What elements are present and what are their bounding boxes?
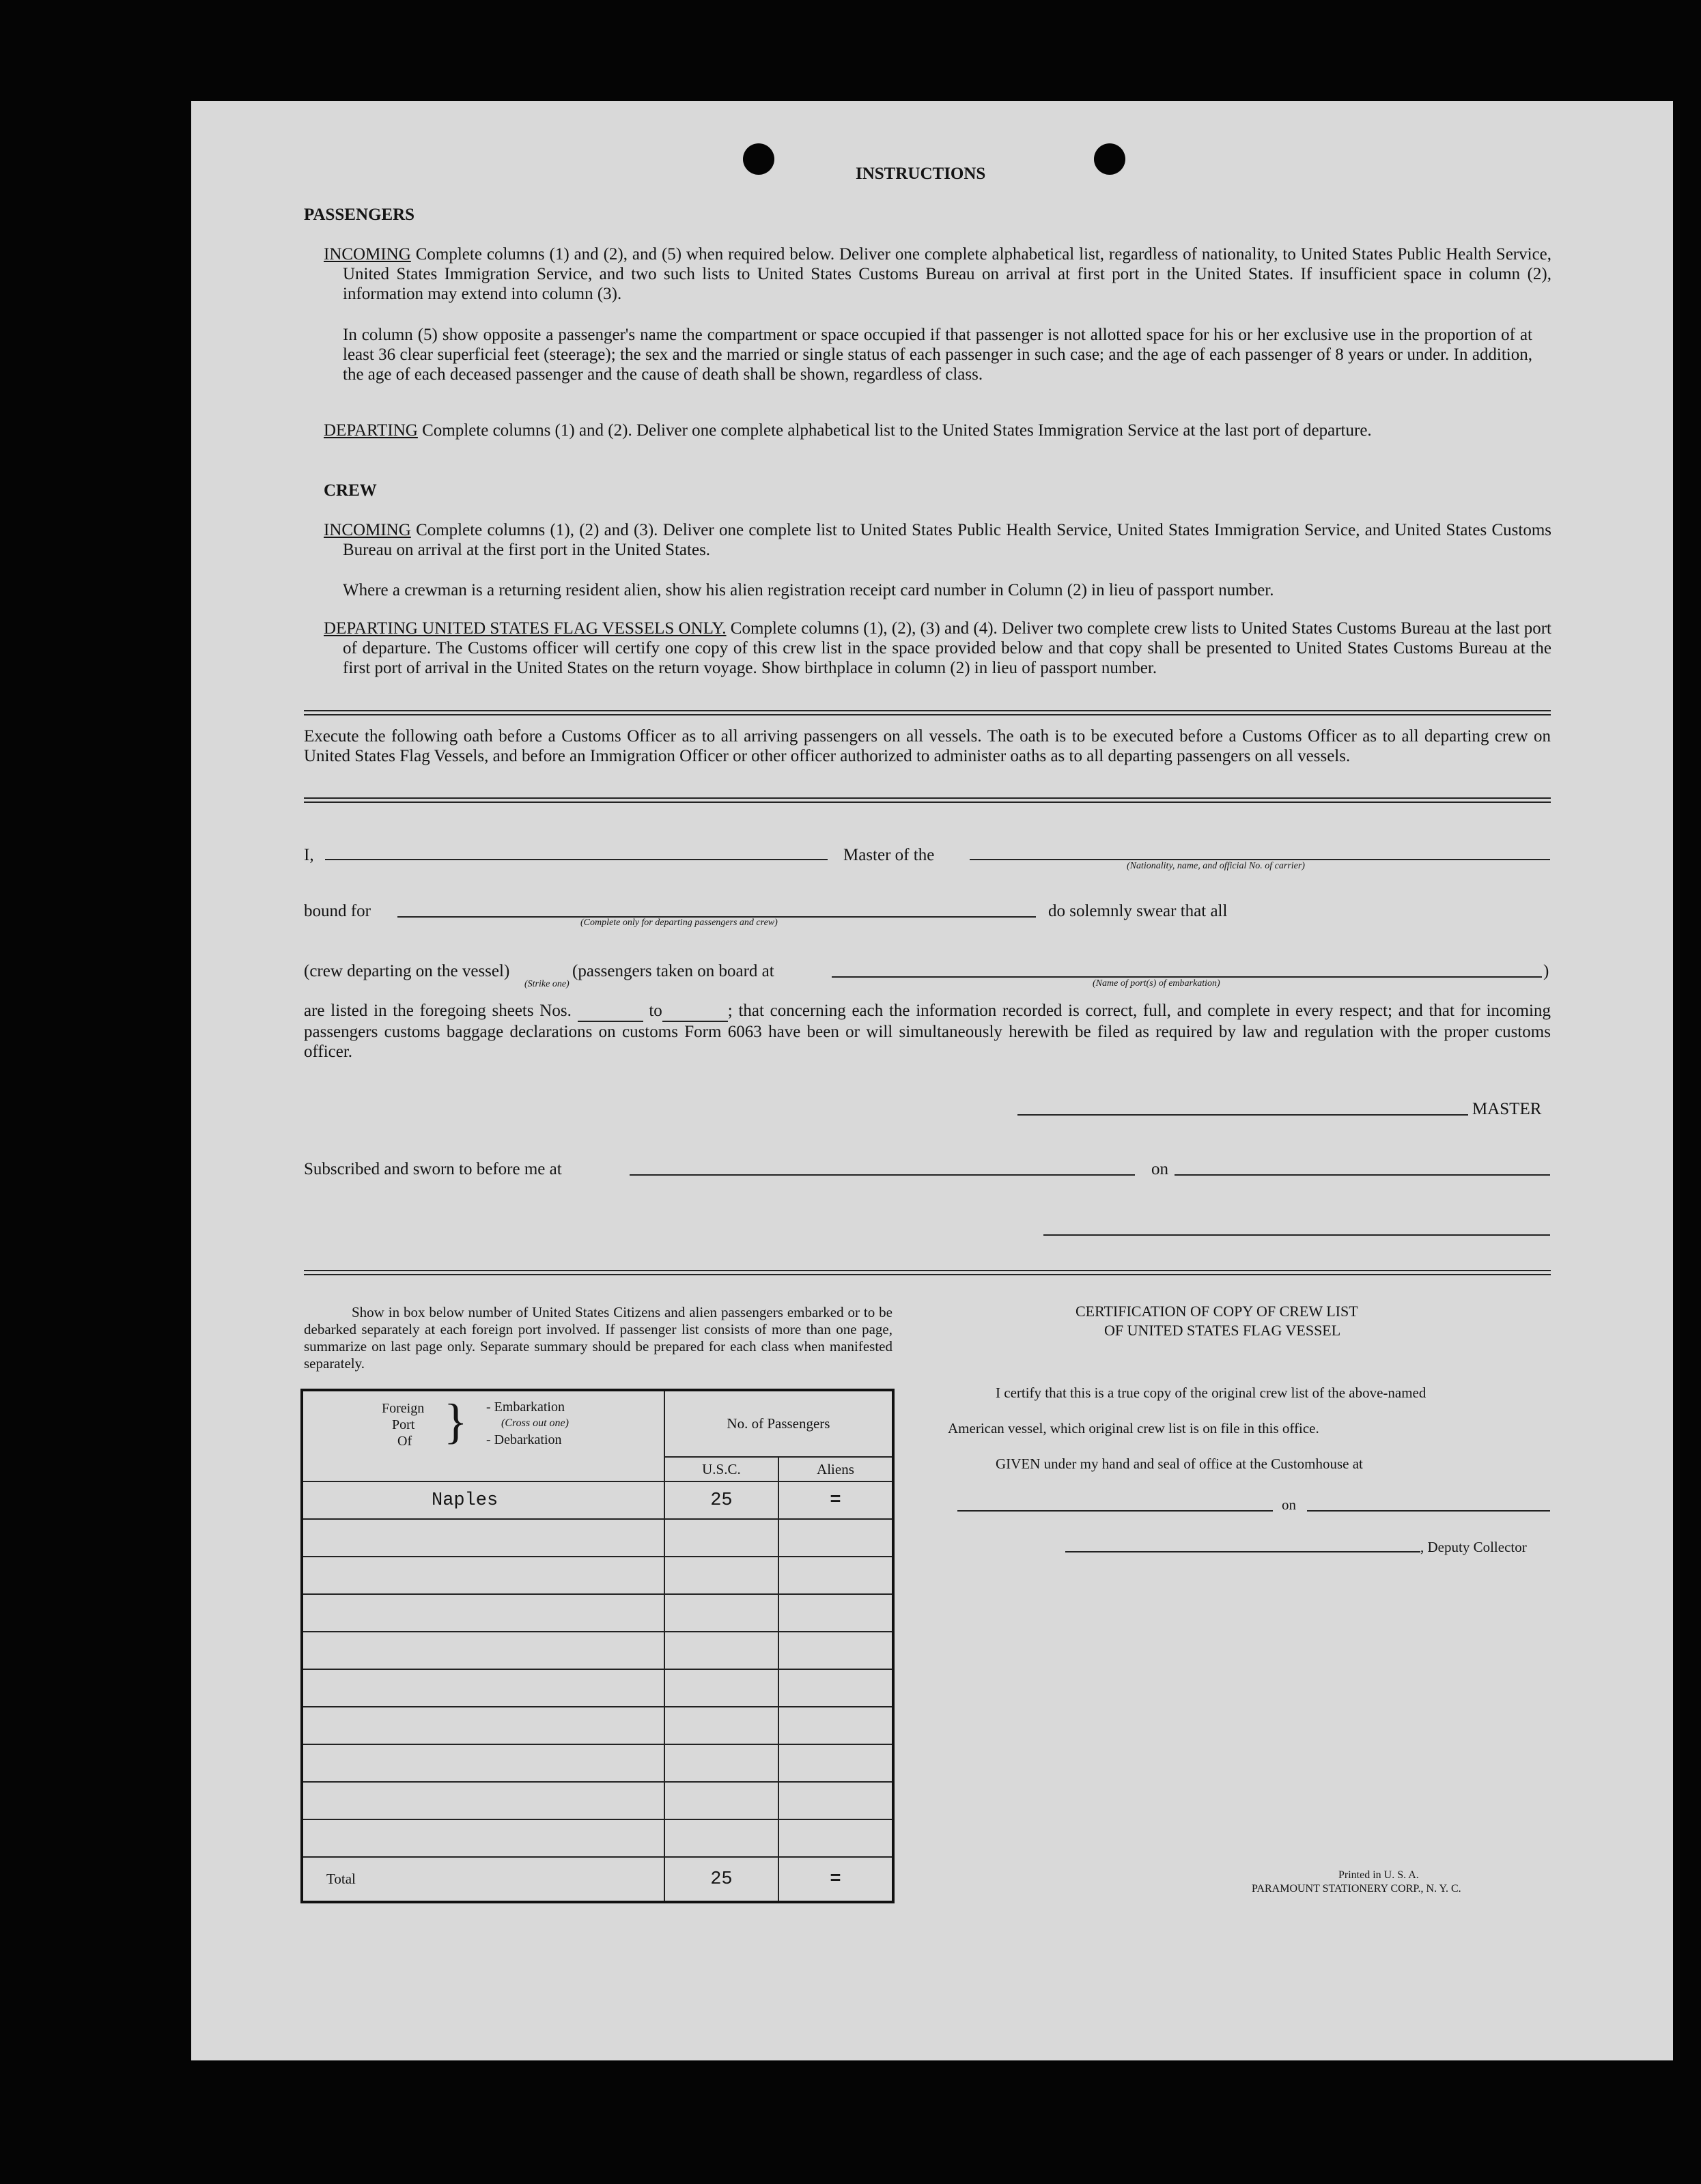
summary-rows: [302, 1481, 893, 1857]
strike-one: (Strike one): [524, 979, 570, 989]
brace: }: [444, 1394, 468, 1449]
master-label: MASTER: [1472, 1100, 1542, 1118]
usc-cell[interactable]: [664, 1707, 778, 1744]
incoming-text: Complete columns (1) and (2), and (5) when required below. Deliver one complete alphabetical list, regardless of nationality, to United States Public Health Service, United States Immigration Service, and two such lists to United States Customs Bureau on arrival at first port in the United States. If insufficient space in column (2), information may extend into column (3).: [343, 245, 1552, 303]
summary-row: [302, 1481, 893, 1519]
officer-signature-line[interactable]: [1043, 1234, 1550, 1236]
port-cell[interactable]: Naples: [302, 1481, 664, 1519]
summary-table: [300, 1389, 895, 1903]
listed-to: to: [649, 1002, 662, 1020]
solemnly-swear: do solemnly swear that all: [1048, 902, 1228, 920]
port-header-cell: [302, 1390, 664, 1481]
divider-2: [304, 797, 1551, 803]
aliens-cell[interactable]: [778, 1782, 893, 1819]
embarkation-port-line[interactable]: [832, 976, 1542, 978]
usc-cell[interactable]: [664, 1669, 778, 1707]
port-caption: (Name of port(s) of embarkation): [1093, 978, 1220, 989]
aliens-cell[interactable]: [778, 1744, 893, 1782]
listed-suffix: ; that concerning each the information recorded is correct, full, and complete in every respect; and that for incoming passengers customs baggage declarations on customs Form 6063 have been or will simultaneously herewith be filed as required by law and regulation with the proper customs officer.: [304, 1002, 1551, 1061]
usc-cell[interactable]: [664, 1594, 778, 1632]
port-cell[interactable]: [302, 1557, 664, 1594]
aliens-cell[interactable]: [778, 1594, 893, 1632]
deputy-signature-line[interactable]: [1065, 1551, 1420, 1552]
divider-1: [304, 710, 1551, 715]
port-cell[interactable]: [302, 1594, 664, 1632]
foreign-label: Foreign: [382, 1401, 425, 1416]
printer-name: PARAMOUNT STATIONERY CORP., N. Y. C.: [1252, 1883, 1461, 1895]
subscribed-text: Subscribed and sworn to before me at: [304, 1160, 562, 1178]
crew-departing-text: Complete columns (1), (2), (3) and (4). Deliver two complete crew lists to United States Customs Bureau at the last port of departure. The Customs officer will certify one copy of this crew list in the space provided below and that copy shall be presented to United States Customs Bureau at the first port of arrival in the United States on the return voyage. Show birthplace in column (2) in lieu of passport number.: [343, 619, 1552, 677]
summary-row: [302, 1519, 893, 1557]
deputy-collector: , Deputy Collector: [1420, 1539, 1527, 1555]
passengers-heading: PASSENGERS: [304, 205, 415, 224]
summary-row: [302, 1594, 893, 1632]
usc-cell[interactable]: [664, 1519, 778, 1557]
usc-cell[interactable]: [664, 1632, 778, 1669]
crew-departing: [324, 619, 1551, 678]
usc-cell[interactable]: [664, 1819, 778, 1857]
port-cell[interactable]: [302, 1782, 664, 1819]
subscribed-on: on: [1151, 1160, 1168, 1178]
crew-departing-option: (crew departing on the vessel): [304, 962, 510, 980]
master-signature-line[interactable]: [1017, 1114, 1468, 1116]
subscribed-date-line[interactable]: [1175, 1174, 1550, 1176]
of-label: Of: [397, 1434, 412, 1449]
master-of-the: Master of the: [843, 846, 935, 864]
bound-for: bound for: [304, 902, 371, 920]
port-cell[interactable]: [302, 1707, 664, 1744]
cert-text-2: American vessel, which original crew list is on file in this office.: [948, 1420, 1319, 1436]
cert-text-1: I certify that this is a true copy of the original crew list of the above-named: [996, 1385, 1426, 1401]
total-label: Total: [302, 1857, 664, 1902]
passengers-taken-option: (passengers taken on board at: [572, 962, 774, 980]
cert-place-line[interactable]: [957, 1510, 1273, 1512]
usc-cell[interactable]: [664, 1744, 778, 1782]
sheet-from-field[interactable]: [578, 1001, 643, 1022]
port-cell[interactable]: [302, 1744, 664, 1782]
aliens-cell[interactable]: =: [778, 1481, 893, 1519]
usc-header: U.S.C.: [664, 1457, 778, 1481]
crew-incoming: [324, 520, 1551, 560]
no-of-passengers-header: No. of Passengers: [664, 1390, 893, 1457]
page-title: INSTRUCTIONS: [856, 165, 986, 183]
passengers-departing: [324, 421, 1551, 440]
crew-incoming-label: INCOMING: [324, 521, 411, 539]
debarkation-label: - Debarkation: [486, 1432, 562, 1447]
listed-prefix: are listed in the foregoing sheets Nos.: [304, 1002, 572, 1020]
aliens-cell[interactable]: [778, 1669, 893, 1707]
usc-cell[interactable]: 25: [664, 1481, 778, 1519]
summary-row: [302, 1669, 893, 1707]
summary-row: [302, 1707, 893, 1744]
aliens-cell[interactable]: [778, 1632, 893, 1669]
divider-3: [304, 1270, 1551, 1275]
oath-listed: [304, 1001, 1551, 1062]
departing-label: DEPARTING: [324, 421, 418, 440]
cert-date-line[interactable]: [1307, 1510, 1550, 1512]
carrier-line[interactable]: [970, 859, 1550, 860]
aliens-cell[interactable]: [778, 1819, 893, 1857]
usc-cell[interactable]: [664, 1782, 778, 1819]
crew-heading: CREW: [324, 481, 377, 500]
document-page: [191, 101, 1673, 2060]
oath-i: I,: [304, 846, 314, 864]
summary-row: [302, 1782, 893, 1819]
punch-hole-right: [1094, 143, 1125, 175]
aliens-cell[interactable]: [778, 1707, 893, 1744]
sheet-to-field[interactable]: [662, 1001, 728, 1022]
port-cell[interactable]: [302, 1819, 664, 1857]
master-name-line[interactable]: [325, 859, 828, 860]
crew-departing-label: DEPARTING UNITED STATES FLAG VESSELS ONLY.: [324, 619, 727, 638]
cert-given: GIVEN under my hand and seal of office at the Customhouse at: [996, 1456, 1363, 1472]
total-usc[interactable]: 25: [664, 1857, 778, 1902]
aliens-cell[interactable]: [778, 1557, 893, 1594]
embarkation-label: - Embarkation: [486, 1400, 565, 1415]
summary-intro: Show in box below number of United States Citizens and alien passengers embarked or to be debarked separately at each foreign port involved. If passenger list consists of more than one page, summarize on last page only. Separate summary should be prepared for each class when manifested separately.: [304, 1304, 892, 1372]
subscribed-place-line[interactable]: [630, 1174, 1135, 1176]
cert-heading-2: OF UNITED STATES FLAG VESSEL: [1104, 1322, 1341, 1339]
punch-hole-left: [743, 143, 774, 175]
cert-on: on: [1282, 1497, 1296, 1513]
summary-row: [302, 1632, 893, 1669]
port-cell[interactable]: [302, 1632, 664, 1669]
passengers-incoming: [324, 244, 1551, 304]
summary-row: [302, 1819, 893, 1857]
total-aliens[interactable]: =: [778, 1857, 893, 1902]
port-cell[interactable]: [302, 1519, 664, 1557]
departing-text: Complete columns (1) and (2). Deliver one complete alphabetical list to the United States Immigration Service at the last port of departure.: [422, 421, 1372, 440]
printed-in: Printed in U. S. A.: [1338, 1869, 1419, 1881]
bound-caption: (Complete only for departing passengers and crew): [580, 918, 778, 928]
crew-incoming-text: Complete columns (1), (2) and (3). Deliver one complete list to United States Public Health Service, United States Immigration Service, and United States Customs Bureau on arrival at the first port in the United States.: [343, 521, 1551, 559]
port-label: Port: [392, 1417, 415, 1432]
port-cell[interactable]: [302, 1669, 664, 1707]
oath-intro: Execute the following oath before a Customs Officer as to all arriving passengers on all vessels. The oath is to be executed before a Customs Officer as to all departing crew on United States Flag Vessels, and before an Immigration Officer or other officer authorized to administer oaths as to all departing passengers on all vessels.: [304, 727, 1551, 765]
incoming-label: INCOMING: [324, 245, 411, 264]
summary-row: [302, 1557, 893, 1594]
summary-row: [302, 1744, 893, 1782]
close-paren: ): [1543, 962, 1549, 980]
aliens-cell[interactable]: [778, 1519, 893, 1557]
carrier-caption: (Nationality, name, and official No. of carrier): [1127, 861, 1305, 871]
passengers-column5: In column (5) show opposite a passenger's name the compartment or space occupied if that passenger is not allotted space for his or her exclusive use in the proportion of at least 36 clear superficial feet (steerage); the sex and the married or single status of each passenger in such case; and the age of each passenger of 8 years or under. In addition, the age of each deceased passenger and the cause of death shall be shown, regardless of class.: [343, 326, 1532, 384]
aliens-header: Aliens: [778, 1457, 893, 1481]
crew-resident: Where a crewman is a returning resident alien, show his alien registration receipt card number in Column (2) in lieu of passport number.: [343, 581, 1274, 599]
usc-cell[interactable]: [664, 1557, 778, 1594]
cross-out-label: (Cross out one): [501, 1417, 569, 1429]
cert-heading-1: CERTIFICATION OF COPY OF CREW LIST: [1076, 1303, 1358, 1320]
